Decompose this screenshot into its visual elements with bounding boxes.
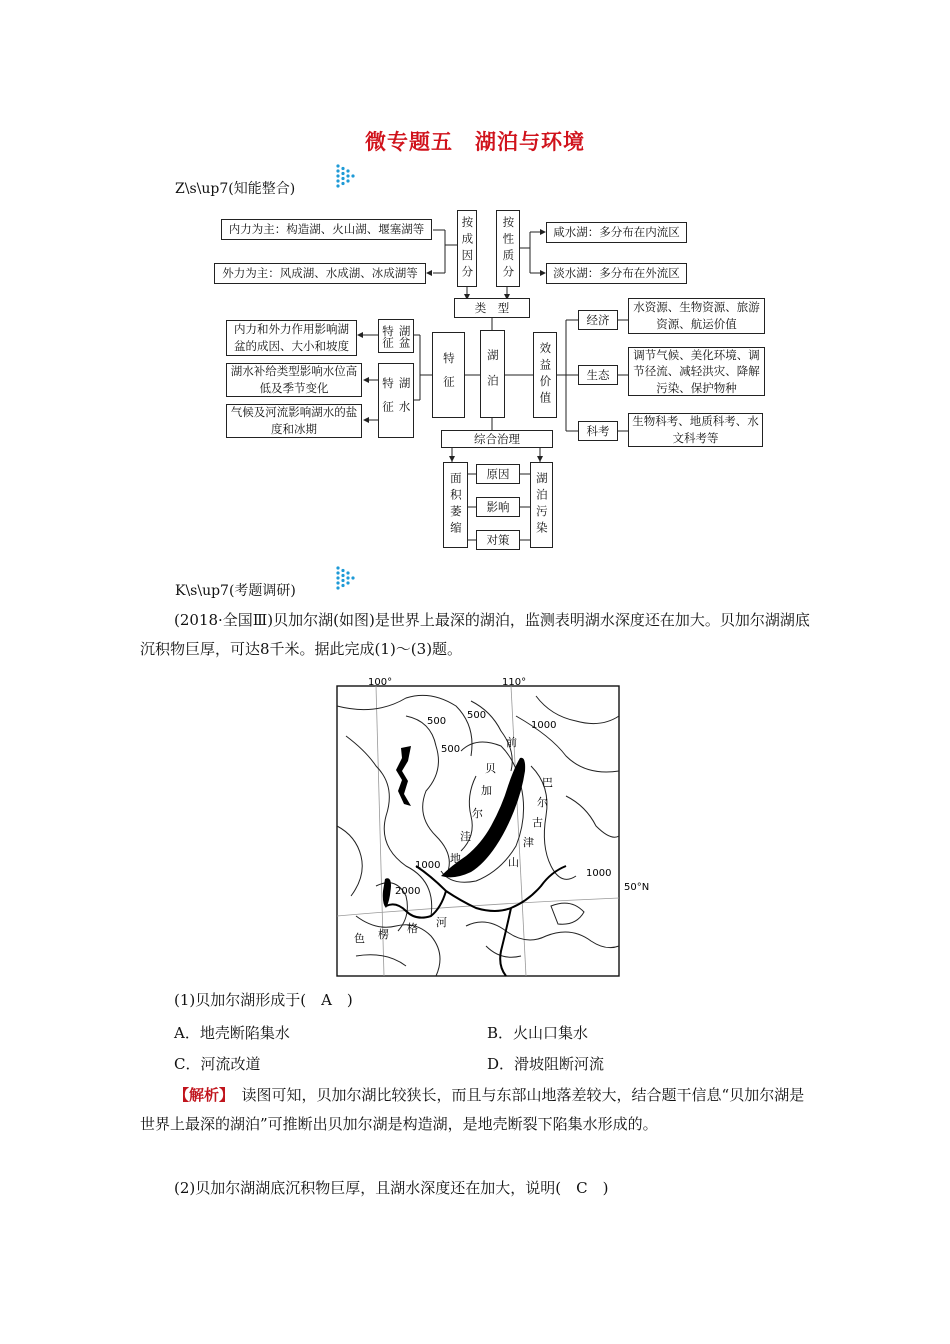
option-d: D．滑坡阻断河流 xyxy=(487,1055,605,1073)
contour-2000: 2000 xyxy=(395,886,421,897)
option-a: A．地壳断陷集水 xyxy=(174,1024,290,1042)
place-char: 前 xyxy=(506,736,517,749)
node-external: 外力为主：风成湖、水成湖、冰成湖等 xyxy=(214,263,426,284)
analysis-text: 读图可知，贝加尔湖比较狭长，而且与东部山地落差较大，结合题干信息“贝加尔湖是世界上最深的湖泊”可推断出贝加尔湖是构造湖，是地壳断裂下陷集水形成的。 xyxy=(140,1086,805,1133)
contour-500: 500 xyxy=(467,710,487,721)
node-salt-lake: 咸水湖：多分布在内流区 xyxy=(546,222,687,243)
place-char: 楞 xyxy=(378,928,389,941)
node-water-feature: 湖水特征 xyxy=(378,363,414,438)
node-govern: 综合治理 xyxy=(441,430,553,448)
place-char: 古 xyxy=(532,816,543,829)
node-reason: 原因 xyxy=(476,464,520,484)
node-basin-desc: 内力和外力作用影响湖盆的成因、大小和坡度 xyxy=(226,320,357,356)
analysis-label: 【解析】 xyxy=(174,1086,227,1104)
node-feature: 特征 xyxy=(432,332,465,418)
node-area-shrink: 面积萎缩 xyxy=(443,462,468,548)
contour-1000: 1000 xyxy=(415,860,441,871)
option-c: C．河流改道 xyxy=(174,1055,261,1073)
node-type: 类 型 xyxy=(454,298,530,318)
question-intro: (2018·全国Ⅲ)贝加尔湖(如图)是世界上最深的湖泊，监测表明湖水深度还在加大。贝加尔湖湖底沉积物巨厚，可达8千米。据此完成(1)～(3)题。 xyxy=(140,611,810,658)
place-char: 贝 xyxy=(485,762,496,775)
node-by-nature: 按性质分 xyxy=(496,210,520,287)
question-2: (2)贝加尔湖湖底沉积物巨厚，且湖水深度还在加大，说明( C ) xyxy=(174,1179,609,1197)
contour-1000: 1000 xyxy=(531,720,557,731)
label-lon-100: 100° xyxy=(368,677,393,688)
place-char: 洼 xyxy=(460,830,471,843)
concept-diagram xyxy=(0,0,950,560)
baikal-map xyxy=(336,676,650,978)
place-char: 尔 xyxy=(537,796,548,809)
place-char: 地 xyxy=(450,852,461,865)
node-by-cause: 按成因分 xyxy=(457,210,477,287)
node-ecology: 生态 xyxy=(578,365,618,385)
place-char: 尔 xyxy=(472,807,483,820)
question-1: (1)贝加尔湖形成于( A ) xyxy=(174,991,353,1009)
place-char: 格 xyxy=(407,922,418,935)
place-char: 河 xyxy=(436,916,447,929)
contour-1000: 1000 xyxy=(586,868,612,879)
analysis-paragraph xyxy=(140,1081,815,1139)
section-heading-integration: Z\s\up7(知能整合) xyxy=(175,181,296,197)
contour-500: 500 xyxy=(441,744,461,755)
chevron-marker-icon xyxy=(335,565,355,591)
node-fresh-lake: 淡水湖：多分布在外流区 xyxy=(546,263,687,284)
node-internal: 内力为主：构造湖、火山湖、堰塞湖等 xyxy=(221,219,432,240)
place-char: 色 xyxy=(354,932,365,945)
node-lake-pollution: 湖泊污染 xyxy=(530,462,553,548)
node-ecology-desc: 调节气候、美化环境、调节径流、减轻洪灾、降解污染、保护物种 xyxy=(628,347,765,396)
node-measure: 对策 xyxy=(476,530,520,550)
place-char: 津 xyxy=(523,836,534,849)
node-science-desc: 生物科考、地质科考、水文科考等 xyxy=(628,413,763,447)
node-impact: 影响 xyxy=(476,497,520,517)
section-heading-exam: K\s\up7(考题调研) xyxy=(175,583,296,599)
label-lat-50: 50°N xyxy=(624,882,650,893)
place-char: 巴 xyxy=(542,776,553,789)
node-water-desc2: 气候及河流影响湖水的盐度和冰期 xyxy=(226,404,362,438)
node-water-desc1: 湖水补给类型影响水位高低及季节变化 xyxy=(226,363,362,397)
page-title: 微专题五 湖泊与环境 xyxy=(365,130,585,154)
node-science: 科考 xyxy=(578,421,618,441)
place-char: 加 xyxy=(481,784,492,797)
node-economy: 经济 xyxy=(578,310,618,330)
option-b: B．火山口集水 xyxy=(487,1024,589,1042)
label-lon-110: 110° xyxy=(502,677,527,688)
place-char: 山 xyxy=(508,856,519,869)
contour-500: 500 xyxy=(427,716,447,727)
node-benefit: 效益价值 xyxy=(533,332,557,418)
node-lake: 湖泊 xyxy=(480,330,505,418)
node-economy-desc: 水资源、生物资源、旅游资源、航运价值 xyxy=(628,298,765,334)
node-basin-feature: 湖盆特征 xyxy=(378,319,414,353)
